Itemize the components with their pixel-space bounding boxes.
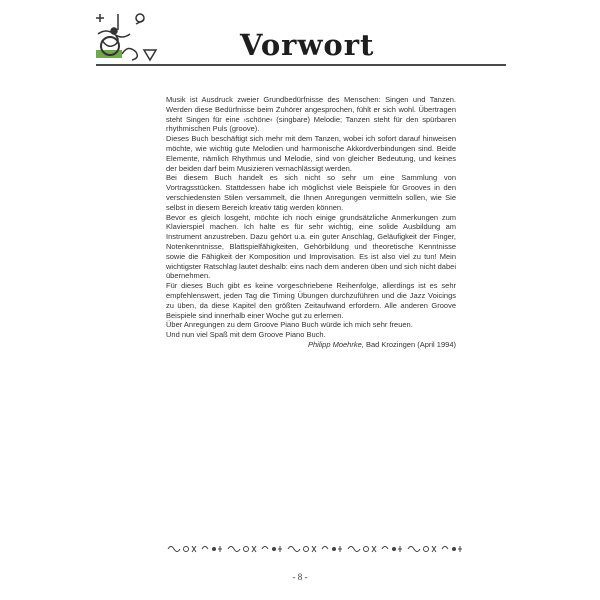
- paragraph: Dieses Buch beschäftigt sich mehr mit dem Tanzen, wobei ich sofort darauf hinweisen möchte, wie wichtig gute Melodien und harmonische Akkordverbindungen sind. Beide Elemente, nämlich Rhythmus und Melodie, sind von gleicher Bedeutung, und keines der beiden darf beim Musizieren vernachlässigt werden.: [166, 134, 456, 173]
- paragraph: Über Anregungen zu dem Groove Piano Buch würde ich mich sehr freuen.: [166, 320, 413, 330]
- signature: [166, 340, 456, 350]
- paragraph: Für dieses Buch gibt es keine vorgeschriebene Reihenfolge, allerdings ist es sehr empfehlenswert, jeden Tag die Timing Übungen durchzuführen und die Jazz Voicings zu üben, da diese Kapitel den größten Zeitaufwand erfordern. Alle anderen Groove Beispiele sind innerhalb einer Woche gut zu erlernen.: [166, 281, 456, 320]
- signature-name: Philipp Moehrke,: [307, 339, 364, 349]
- paragraph: Musik ist Ausdruck zweier Grundbedürfnisse des Menschen: Singen und Tanzen. Werden diese Bedürfnisse beim Zuhörer angesprochen, fühlt er sich wohl. Übertragen steht Singen für eine ›schöne‹ (singbare) Melodie; Tanzen steht für den spürbaren rhythmischen Puls (groove).: [166, 95, 456, 134]
- paragraph: Bevor es gleich losgeht, möchte ich noch einige grundsätzliche Anmerkungen zum Klavierspiel machen. Ich halte es für sehr wichtig, eine solide Ausbildung am Instrument anzustreben. Dazu gehört u.a. ein guter Anschlag, Geläufigkeit der Finger, Notenkenntnisse, Blattspielfähigkeiten, Gehörbildung und theoretische Kenntnisse sowie die Fähigkeit der Komposition und Improvisation. Es ist also viel zu tun! Mein wichtigster Ratschlag lautet deshalb: eins nach dem anderen üben und sich nicht dabei übernehmen.: [166, 212, 456, 281]
- paragraph: Bei diesem Buch handelt es sich nicht so sehr um eine Sammlung von Vortragsstücken. Stattdessen habe ich möglichst viele Beispiele für Grooves in den verschiedensten Stilen versammelt, die Ihnen Anregungen vermitteln sollen, wie Sie selbst in diesem Bereich kreativ tätig werden können.: [166, 173, 456, 212]
- ornament-border: [166, 543, 468, 555]
- signature-place: Bad Krozingen (April 1994): [363, 339, 456, 349]
- paragraph: Und nun viel Spaß mit dem Groove Piano Buch.: [166, 330, 326, 340]
- music-notes-logo: [92, 10, 164, 66]
- page-number: - 8 -: [292, 572, 308, 582]
- title-rule: [96, 64, 506, 66]
- page-title: Vorwort: [240, 28, 375, 62]
- body-text: [166, 95, 456, 350]
